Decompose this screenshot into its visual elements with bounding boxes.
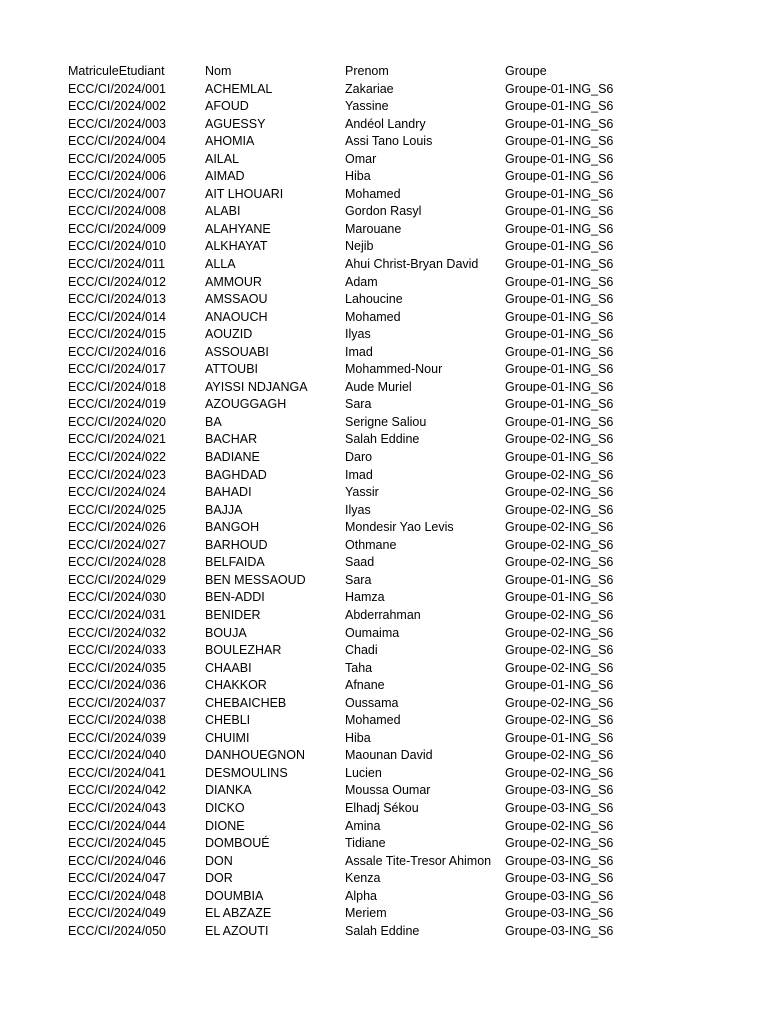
cell-groupe: Groupe-03-ING_S6: [505, 888, 614, 903]
cell-matricule: ECC/CI/2024/019: [68, 397, 166, 412]
cell-nom: AIT LHOUARI: [205, 186, 284, 201]
cell-matricule: ECC/CI/2024/015: [68, 327, 166, 342]
cell-groupe: Groupe-02-ING_S6: [505, 467, 614, 482]
table-row: [68, 607, 748, 625]
table-row: [68, 870, 748, 888]
cell-matricule: ECC/CI/2024/026: [68, 520, 166, 535]
cell-prenom: Tidiane: [345, 836, 386, 851]
cell-prenom: Lahoucine: [345, 292, 403, 307]
table-row: [68, 484, 748, 502]
cell-prenom: Yassir: [345, 485, 379, 500]
cell-matricule: ECC/CI/2024/033: [68, 643, 166, 658]
cell-matricule: ECC/CI/2024/010: [68, 239, 166, 254]
table-row: [68, 326, 748, 344]
cell-groupe: Groupe-01-ING_S6: [505, 204, 614, 219]
table-row: [68, 344, 748, 362]
cell-nom: CHUIMI: [205, 730, 250, 745]
table-row: [68, 818, 748, 836]
cell-prenom: Mohamed: [345, 186, 401, 201]
table-row: [68, 642, 748, 660]
cell-matricule: ECC/CI/2024/018: [68, 379, 166, 394]
cell-prenom: Serigne Saliou: [345, 414, 427, 429]
header-groupe: Groupe: [505, 64, 547, 78]
table-row: [68, 256, 748, 274]
cell-prenom: Sara: [345, 397, 372, 412]
cell-prenom: Salah Eddine: [345, 432, 420, 447]
cell-groupe: Groupe-02-ING_S6: [505, 748, 614, 763]
cell-prenom: Daro: [345, 450, 373, 465]
cell-nom: BAHADI: [205, 485, 252, 500]
table-row: [68, 677, 748, 695]
cell-groupe: Groupe-01-ING_S6: [505, 590, 614, 605]
cell-nom: BEN MESSAOUD: [205, 572, 306, 587]
table-row: [68, 291, 748, 309]
cell-prenom: Taha: [345, 660, 373, 675]
cell-matricule: ECC/CI/2024/014: [68, 309, 166, 324]
cell-nom: EL ABZAZE: [205, 906, 272, 921]
cell-prenom: Mohammed-Nour: [345, 362, 443, 377]
cell-groupe: Groupe-02-ING_S6: [505, 555, 614, 570]
cell-prenom: Sara: [345, 572, 372, 587]
cell-prenom: Hiba: [345, 730, 371, 745]
table-row: [68, 98, 748, 116]
cell-matricule: ECC/CI/2024/032: [68, 625, 166, 640]
table-row: [68, 116, 748, 134]
table-row: [68, 800, 748, 818]
cell-groupe: Groupe-02-ING_S6: [505, 502, 614, 517]
cell-prenom: Mohamed: [345, 309, 401, 324]
cell-matricule: ECC/CI/2024/039: [68, 730, 166, 745]
cell-prenom: Imad: [345, 467, 373, 482]
cell-groupe: Groupe-01-ING_S6: [505, 362, 614, 377]
cell-matricule: ECC/CI/2024/025: [68, 502, 166, 517]
cell-prenom: Chadi: [345, 643, 378, 658]
cell-groupe: Groupe-01-ING_S6: [505, 450, 614, 465]
cell-matricule: ECC/CI/2024/003: [68, 116, 166, 131]
cell-prenom: Mondesir Yao Levis: [345, 520, 454, 535]
cell-matricule: ECC/CI/2024/040: [68, 748, 166, 763]
table-row: [68, 572, 748, 590]
cell-nom: AIMAD: [205, 169, 245, 184]
cell-groupe: Groupe-02-ING_S6: [505, 537, 614, 552]
cell-nom: CHEBAICHEB: [205, 695, 287, 710]
cell-groupe: Groupe-03-ING_S6: [505, 923, 614, 938]
table-row: [68, 853, 748, 871]
cell-prenom: Lucien: [345, 765, 382, 780]
cell-prenom: Ilyas: [345, 502, 371, 517]
cell-prenom: Adam: [345, 274, 378, 289]
cell-matricule: ECC/CI/2024/036: [68, 678, 166, 693]
cell-prenom: Aude Muriel: [345, 379, 412, 394]
table-row: [68, 431, 748, 449]
cell-prenom: Hamza: [345, 590, 385, 605]
cell-prenom: Marouane: [345, 221, 402, 236]
table-row: [68, 905, 748, 923]
cell-matricule: ECC/CI/2024/008: [68, 204, 166, 219]
cell-nom: ALABI: [205, 204, 241, 219]
table-row: [68, 396, 748, 414]
cell-nom: BARHOUD: [205, 537, 268, 552]
cell-groupe: Groupe-02-ING_S6: [505, 713, 614, 728]
cell-prenom: Imad: [345, 344, 373, 359]
cell-matricule: ECC/CI/2024/001: [68, 81, 166, 96]
cell-nom: DOMBOUÉ: [205, 836, 270, 851]
table-row: [68, 519, 748, 537]
table-row: [68, 467, 748, 485]
cell-matricule: ECC/CI/2024/030: [68, 590, 166, 605]
cell-groupe: Groupe-02-ING_S6: [505, 625, 614, 640]
cell-nom: AHOMIA: [205, 134, 255, 149]
cell-nom: DOR: [205, 871, 233, 886]
cell-groupe: Groupe-02-ING_S6: [505, 643, 614, 658]
cell-nom: AZOUGGAGH: [205, 397, 287, 412]
cell-groupe: Groupe-01-ING_S6: [505, 309, 614, 324]
table-row: [68, 730, 748, 748]
cell-prenom: Afnane: [345, 678, 385, 693]
cell-nom: ALAHYANE: [205, 221, 271, 236]
table-row: [68, 537, 748, 555]
cell-groupe: Groupe-02-ING_S6: [505, 607, 614, 622]
cell-matricule: ECC/CI/2024/035: [68, 660, 166, 675]
cell-nom: DOUMBIA: [205, 888, 264, 903]
cell-prenom: Kenza: [345, 871, 381, 886]
cell-matricule: ECC/CI/2024/044: [68, 818, 166, 833]
cell-nom: DICKO: [205, 800, 245, 815]
cell-nom: BELFAIDA: [205, 555, 265, 570]
table-row: [68, 589, 748, 607]
cell-prenom: Oussama: [345, 695, 399, 710]
cell-nom: CHAABI: [205, 660, 252, 675]
cell-groupe: Groupe-01-ING_S6: [505, 81, 614, 96]
cell-nom: BAGHDAD: [205, 467, 267, 482]
cell-groupe: Groupe-02-ING_S6: [505, 520, 614, 535]
cell-matricule: ECC/CI/2024/009: [68, 221, 166, 236]
cell-groupe: Groupe-01-ING_S6: [505, 169, 614, 184]
cell-prenom: Amina: [345, 818, 381, 833]
cell-prenom: Zakariae: [345, 81, 394, 96]
table-row: [68, 379, 748, 397]
cell-prenom: Moussa Oumar: [345, 783, 431, 798]
cell-prenom: Salah Eddine: [345, 923, 420, 938]
cell-matricule: ECC/CI/2024/005: [68, 151, 166, 166]
cell-groupe: Groupe-03-ING_S6: [505, 906, 614, 921]
cell-nom: DIANKA: [205, 783, 252, 798]
cell-groupe: Groupe-01-ING_S6: [505, 239, 614, 254]
cell-matricule: ECC/CI/2024/017: [68, 362, 166, 377]
cell-prenom: Oumaima: [345, 625, 400, 640]
cell-matricule: ECC/CI/2024/011: [68, 257, 166, 272]
table-row: [68, 309, 748, 327]
cell-groupe: Groupe-01-ING_S6: [505, 327, 614, 342]
table-row: [68, 923, 748, 941]
table-row: [68, 414, 748, 432]
cell-groupe: Groupe-01-ING_S6: [505, 678, 614, 693]
cell-matricule: ECC/CI/2024/022: [68, 450, 166, 465]
cell-matricule: ECC/CI/2024/048: [68, 888, 166, 903]
table-row: [68, 81, 748, 99]
table-body: [68, 81, 748, 941]
cell-groupe: Groupe-01-ING_S6: [505, 221, 614, 236]
cell-matricule: ECC/CI/2024/023: [68, 467, 166, 482]
cell-nom: AILAL: [205, 151, 240, 166]
cell-prenom: Assi Tano Louis: [345, 134, 433, 149]
cell-groupe: Groupe-02-ING_S6: [505, 836, 614, 851]
cell-nom: BAJJA: [205, 502, 243, 517]
cell-prenom: Andéol Landry: [345, 116, 426, 131]
cell-matricule: ECC/CI/2024/020: [68, 414, 166, 429]
cell-groupe: Groupe-02-ING_S6: [505, 695, 614, 710]
cell-prenom: Maounan David: [345, 748, 433, 763]
cell-matricule: ECC/CI/2024/028: [68, 555, 166, 570]
cell-prenom: Othmane: [345, 537, 397, 552]
table-row: [68, 502, 748, 520]
cell-matricule: ECC/CI/2024/037: [68, 695, 166, 710]
cell-nom: BOULEZHAR: [205, 643, 282, 658]
cell-matricule: ECC/CI/2024/013: [68, 292, 166, 307]
table-row: [68, 747, 748, 765]
cell-nom: AFOUD: [205, 99, 249, 114]
table-row: [68, 835, 748, 853]
header-matricule: MatriculeEtudiant: [68, 64, 165, 78]
table-row: [68, 554, 748, 572]
cell-matricule: ECC/CI/2024/021: [68, 432, 166, 447]
table-row: [68, 186, 748, 204]
cell-groupe: Groupe-01-ING_S6: [505, 414, 614, 429]
cell-groupe: Groupe-01-ING_S6: [505, 134, 614, 149]
cell-matricule: ECC/CI/2024/007: [68, 186, 166, 201]
table-row: [68, 221, 748, 239]
cell-matricule: ECC/CI/2024/016: [68, 344, 166, 359]
table-header-row: [68, 63, 748, 81]
cell-nom: EL AZOUTI: [205, 923, 269, 938]
table-row: [68, 712, 748, 730]
table-row: [68, 765, 748, 783]
cell-nom: ALLA: [205, 257, 236, 272]
cell-nom: DESMOULINS: [205, 765, 288, 780]
student-table: [68, 63, 748, 940]
cell-groupe: Groupe-01-ING_S6: [505, 151, 614, 166]
cell-nom: AOUZID: [205, 327, 253, 342]
cell-groupe: Groupe-02-ING_S6: [505, 485, 614, 500]
cell-groupe: Groupe-01-ING_S6: [505, 257, 614, 272]
cell-nom: ASSOUABI: [205, 344, 269, 359]
cell-nom: BEN-ADDI: [205, 590, 265, 605]
cell-groupe: Groupe-01-ING_S6: [505, 274, 614, 289]
table-row: [68, 151, 748, 169]
table-row: [68, 782, 748, 800]
cell-groupe: Groupe-01-ING_S6: [505, 186, 614, 201]
table-row: [68, 168, 748, 186]
table-row: [68, 660, 748, 678]
table-row: [68, 888, 748, 906]
cell-groupe: Groupe-01-ING_S6: [505, 292, 614, 307]
table-row: [68, 695, 748, 713]
cell-matricule: ECC/CI/2024/029: [68, 572, 166, 587]
table-row: [68, 625, 748, 643]
table-row: [68, 203, 748, 221]
cell-prenom: Meriem: [345, 906, 387, 921]
cell-groupe: Groupe-03-ING_S6: [505, 853, 614, 868]
cell-nom: ACHEMLAL: [205, 81, 273, 96]
table-row: [68, 238, 748, 256]
cell-nom: ANAOUCH: [205, 309, 268, 324]
cell-nom: ATTOUBI: [205, 362, 259, 377]
cell-groupe: Groupe-01-ING_S6: [505, 397, 614, 412]
table-row: [68, 274, 748, 292]
cell-nom: DIONE: [205, 818, 245, 833]
cell-matricule: ECC/CI/2024/043: [68, 800, 166, 815]
cell-nom: BENIDER: [205, 607, 261, 622]
cell-matricule: ECC/CI/2024/042: [68, 783, 166, 798]
cell-matricule: ECC/CI/2024/012: [68, 274, 166, 289]
cell-prenom: Alpha: [345, 888, 377, 903]
cell-nom: BOUJA: [205, 625, 247, 640]
cell-groupe: Groupe-03-ING_S6: [505, 871, 614, 886]
header-prenom: Prenom: [345, 64, 389, 78]
cell-matricule: ECC/CI/2024/050: [68, 923, 166, 938]
cell-prenom: Yassine: [345, 99, 389, 114]
cell-prenom: Elhadj Sékou: [345, 800, 419, 815]
cell-groupe: Groupe-02-ING_S6: [505, 818, 614, 833]
cell-nom: ALKHAYAT: [205, 239, 268, 254]
cell-prenom: Mohamed: [345, 713, 401, 728]
cell-prenom: Nejib: [345, 239, 374, 254]
table-row: [68, 449, 748, 467]
cell-nom: CHAKKOR: [205, 678, 267, 693]
cell-matricule: ECC/CI/2024/041: [68, 765, 166, 780]
cell-prenom: Gordon Rasyl: [345, 204, 422, 219]
header-nom: Nom: [205, 64, 232, 78]
table-row: [68, 361, 748, 379]
cell-nom: DANHOUEGNON: [205, 748, 306, 763]
cell-nom: AYISSI NDJANGA: [205, 379, 308, 394]
cell-nom: BA: [205, 414, 222, 429]
cell-nom: AGUESSY: [205, 116, 266, 131]
cell-groupe: Groupe-02-ING_S6: [505, 432, 614, 447]
cell-matricule: ECC/CI/2024/046: [68, 853, 166, 868]
cell-prenom: Omar: [345, 151, 377, 166]
cell-matricule: ECC/CI/2024/027: [68, 537, 166, 552]
cell-groupe: Groupe-01-ING_S6: [505, 730, 614, 745]
cell-matricule: ECC/CI/2024/006: [68, 169, 166, 184]
cell-matricule: ECC/CI/2024/031: [68, 607, 166, 622]
cell-groupe: Groupe-01-ING_S6: [505, 572, 614, 587]
cell-matricule: ECC/CI/2024/047: [68, 871, 166, 886]
cell-matricule: ECC/CI/2024/004: [68, 134, 166, 149]
cell-nom: DON: [205, 853, 233, 868]
table-row: [68, 133, 748, 151]
cell-nom: AMSSAOU: [205, 292, 268, 307]
cell-nom: CHEBLI: [205, 713, 251, 728]
cell-nom: BACHAR: [205, 432, 258, 447]
cell-matricule: ECC/CI/2024/045: [68, 836, 166, 851]
cell-matricule: ECC/CI/2024/024: [68, 485, 166, 500]
cell-matricule: ECC/CI/2024/049: [68, 906, 166, 921]
cell-prenom: Assale Tite-Tresor Ahimon: [345, 853, 492, 868]
cell-groupe: Groupe-03-ING_S6: [505, 800, 614, 815]
cell-groupe: Groupe-01-ING_S6: [505, 99, 614, 114]
cell-matricule: ECC/CI/2024/002: [68, 99, 166, 114]
cell-groupe: Groupe-01-ING_S6: [505, 344, 614, 359]
cell-prenom: Saad: [345, 555, 375, 570]
cell-prenom: Ilyas: [345, 327, 371, 342]
cell-matricule: ECC/CI/2024/038: [68, 713, 166, 728]
cell-groupe: Groupe-01-ING_S6: [505, 379, 614, 394]
cell-nom: BADIANE: [205, 450, 260, 465]
cell-nom: AMMOUR: [205, 274, 262, 289]
cell-groupe: Groupe-02-ING_S6: [505, 765, 614, 780]
cell-groupe: Groupe-01-ING_S6: [505, 116, 614, 131]
cell-prenom: Ahui Christ-Bryan David: [345, 257, 479, 272]
cell-groupe: Groupe-03-ING_S6: [505, 783, 614, 798]
cell-nom: BANGOH: [205, 520, 260, 535]
cell-prenom: Hiba: [345, 169, 371, 184]
cell-groupe: Groupe-02-ING_S6: [505, 660, 614, 675]
cell-prenom: Abderrahman: [345, 607, 421, 622]
